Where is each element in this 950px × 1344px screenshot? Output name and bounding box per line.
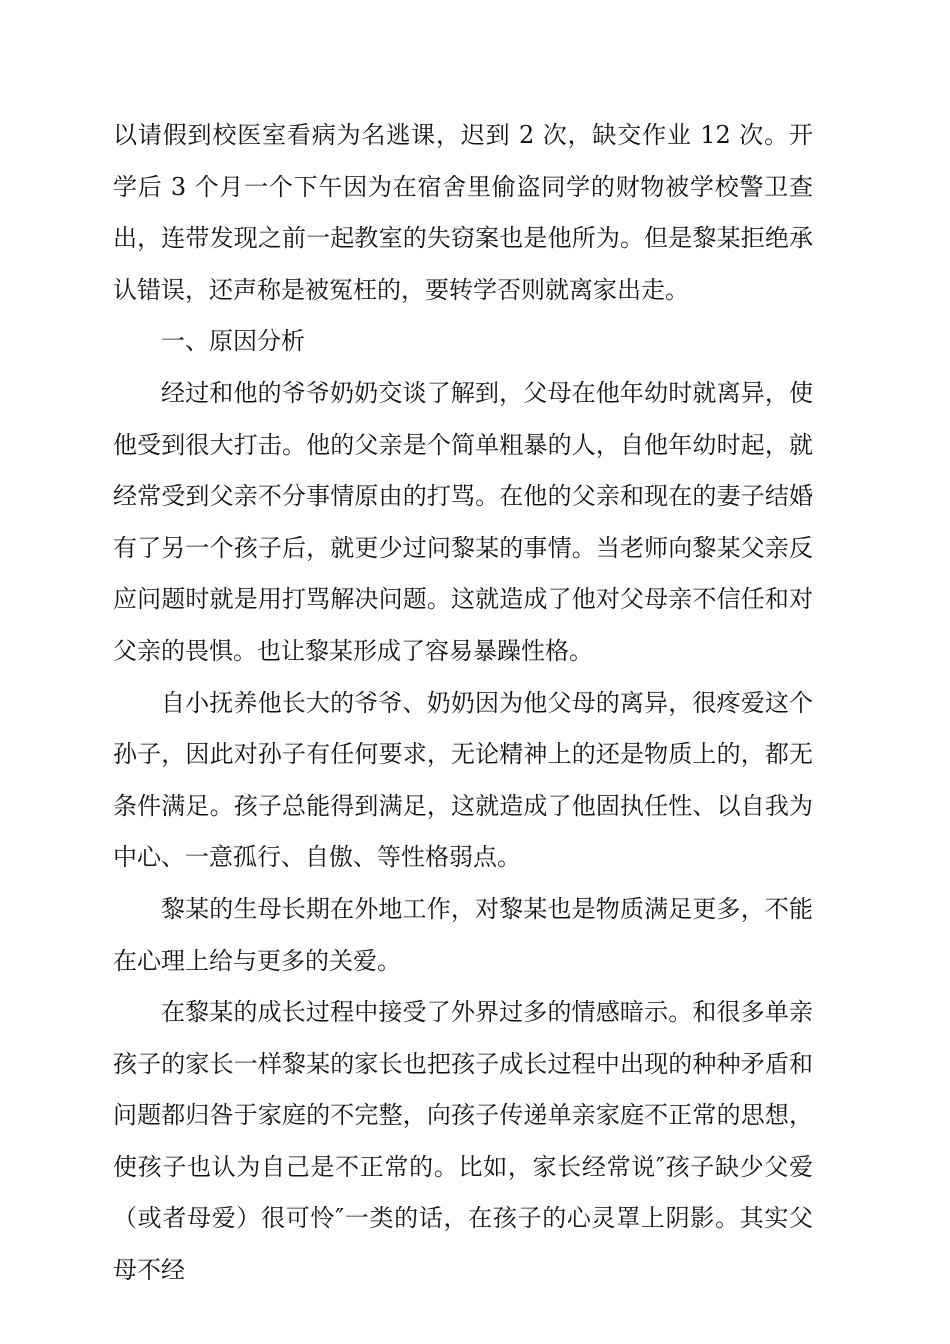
paragraph-4: 黎某的生母长期在外地工作，对黎某也是物质满足更多，不能在心理上给与更多的关爱。 — [113, 894, 813, 975]
section-heading: 一、原因分析 — [161, 327, 305, 356]
paragraph-5: 在黎某的成长过程中接受了外界过多的情感暗示。和很多单亲孩子的家长一样黎某的家长也把孩子成长过程中出现的种种矛盾和问题都归咎于家庭的不完整，向孩子传递单亲家庭不正常的思想，使孩子也认为自己是不正常的。比如，家长经常说″孩子缺少父爱（或者母爱）很可怜″一类的话，在孩子的心灵罩上阴影。其实父母不经 — [113, 998, 813, 1285]
paragraph-2: 经过和他的爷爷奶奶交谈了解到，父母在他年幼时就离异，使他受到很大打击。他的父亲是个简单粗暴的人，自他年幼时起，就经常受到父亲不分事情原由的打骂。在他的父亲和现在的妻子结婚有了另一个孩子后，就更少过问黎某的事情。当老师向黎某父亲反应问题时就是用打骂解决问题。这就造成了他对父母亲不信任和对父亲的畏惧。也让黎某形成了容易暴躁性格。 — [113, 378, 813, 665]
document-body — [113, 110, 813, 1297]
paragraph-3: 自小抚养他长大的爷爷、奶奶因为他父母的离异，很疼爱这个孙子，因此对孙子有任何要求，无论精神上的还是物质上的，都无条件满足。孩子总能得到满足，这就造成了他固执任性、以自我为中心、一意孤行、自傲、等性格弱点。 — [113, 688, 813, 872]
paragraph-1: 以请假到校医室看病为名逃课，迟到 2 次，缺交作业 12 次。开学后 3 个月一个下午因为在宿舍里偷盗同学的财物被学校警卫查出，连带发现之前一起教室的失窃案也是他所为。但是黎某拒绝承认错误，还声称是被冤枉的，要转学否则就离家出走。 — [113, 121, 813, 304]
